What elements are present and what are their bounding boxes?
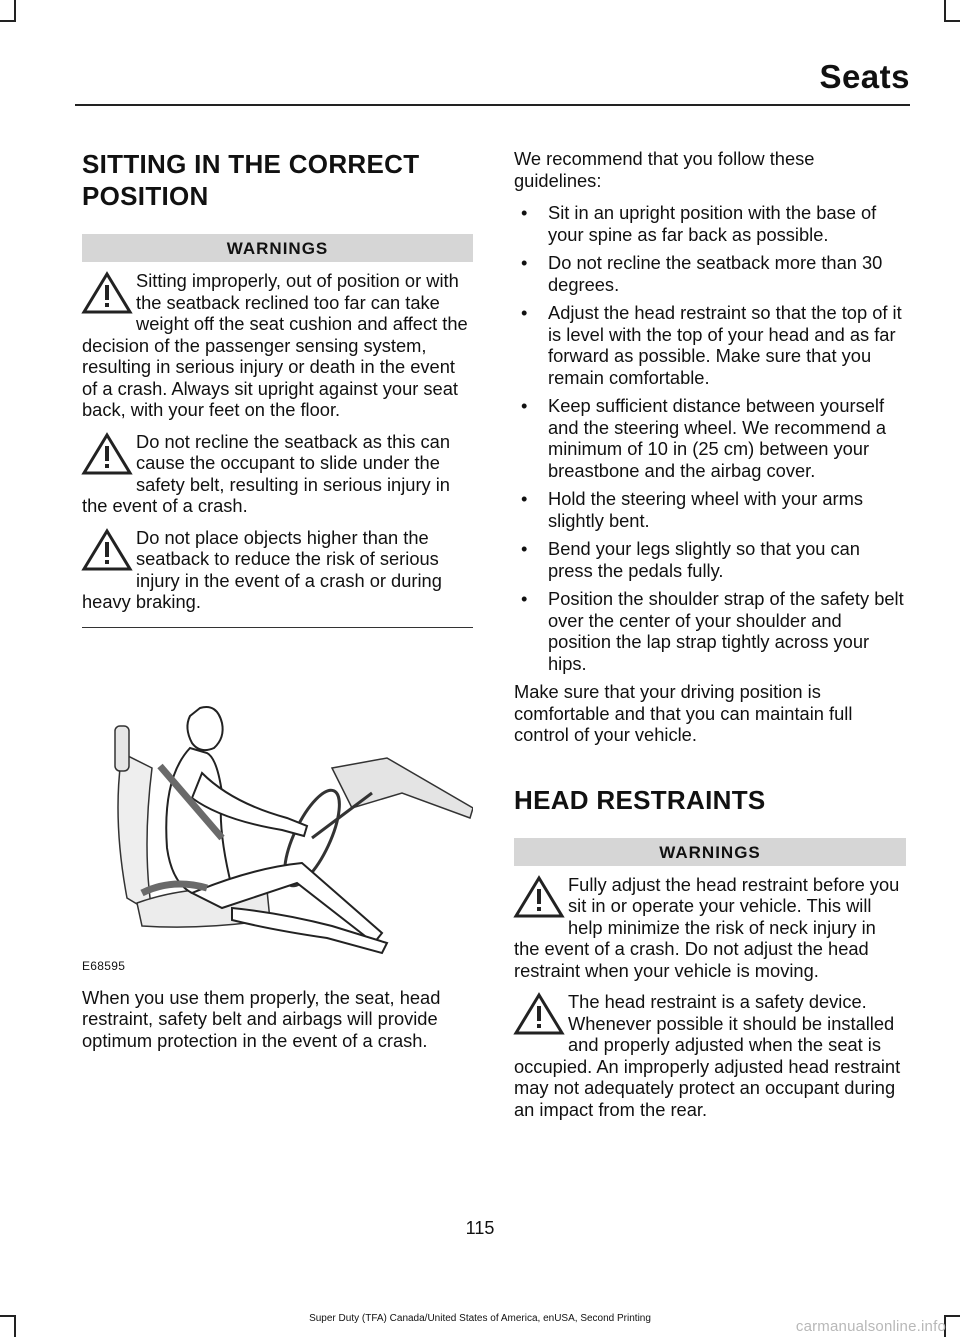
list-item: • Adjust the head restraint so that the top of it is level with the top of your head and as far forward as possible. Make sure that you remain comfortable.	[514, 302, 906, 388]
warnings-banner: WARNINGS	[514, 838, 906, 866]
warning-triangle-icon	[512, 874, 566, 920]
list-item: • Hold the steering wheel with your arms slightly bent.	[514, 488, 906, 531]
list-item: • Position the shoulder strap of the safety belt over the center of your shoulder and position the lap strap tightly across your hips.	[514, 588, 906, 674]
crop-mark	[944, 20, 960, 22]
section-heading-head-restraints: HEAD RESTRAINTS	[514, 784, 766, 815]
warning-text: Do not place objects higher than the seatback to reduce the risk of serious injury in the event of a crash or during heavy braking.	[82, 526, 442, 612]
warning-text: Fully adjust the head restraint before you sit in or operate your vehicle. This will help minimize the risk of neck injury in the event of a crash. Do not adjust the head restraint when your vehicle is moving.	[514, 873, 900, 981]
warnings-divider	[82, 627, 473, 628]
warning-item	[82, 527, 473, 613]
page-number: 115	[465, 1218, 495, 1238]
header-divider	[75, 104, 910, 106]
crop-mark	[14, 0, 16, 22]
warning-triangle-icon	[80, 270, 134, 316]
warning-item	[82, 431, 473, 517]
crop-mark	[0, 20, 16, 22]
page-title: Seats	[819, 58, 910, 95]
watermark: carmanualsonline.info	[795, 1318, 946, 1335]
warnings-banner: WARNINGS	[82, 234, 473, 262]
list-item: • Sit in an upright position with the base of your spine as far back as possible.	[514, 202, 906, 245]
closing-paragraph: Make sure that your driving position is comfortable and that you can maintain full control of your vehicle.	[514, 681, 853, 745]
driver-position-figure	[82, 698, 473, 958]
seated-driver-illustration	[82, 698, 473, 973]
warning-triangle-icon	[80, 431, 134, 477]
warning-item	[514, 991, 906, 1120]
figure-code: E68595	[82, 958, 126, 973]
footer-edition: Super Duty (TFA) Canada/United States of America, enUSA, Second Printing	[309, 1313, 651, 1324]
protection-paragraph: When you use them properly, the seat, head restraint, safety belt and airbags will provide optimum protection in the event of a crash.	[82, 986, 441, 1051]
warning-text: Sitting improperly, out of position or with the seatback reclined too far can take weight off the seat cushion and affect the decision of the passenger sensing system, resulting in serious injury or death in the event of a crash. Always sit upright against your seat back, with your feet on the floor.	[82, 270, 468, 420]
crop-mark	[944, 0, 946, 22]
warning-text: Do not recline the seatback as this can cause the occupant to slide under the safety belt, resulting in serious injury in the event of a crash.	[82, 430, 451, 516]
warning-triangle-icon	[80, 527, 134, 573]
warning-item	[82, 270, 473, 421]
warning-item	[514, 874, 906, 982]
right-column	[514, 148, 906, 1130]
warning-text: The head restraint is a safety device. Whenever possible it should be installed and properly adjusted when the seat is occupied. An improperly adjusted head restraint may not adequately protect an occupant during an impact from the rear.	[514, 991, 901, 1120]
guidelines-intro: We recommend that you follow these guidelines:	[514, 148, 815, 191]
list-item: • Keep sufficient distance between yourself and the steering wheel. We recommend a minimum of 10 in (25 cm) between your breastbone and the airbag cover.	[514, 395, 906, 481]
list-item: • Bend your legs slightly so that you can press the pedals fully.	[514, 538, 906, 581]
list-item: • Do not recline the seatback more than 30 degrees.	[514, 252, 906, 295]
left-column	[82, 148, 473, 1062]
section-heading-sitting: SITTING IN THE CORRECT POSITION	[82, 149, 420, 211]
warning-triangle-icon	[512, 991, 566, 1037]
guidelines-list	[514, 202, 906, 674]
